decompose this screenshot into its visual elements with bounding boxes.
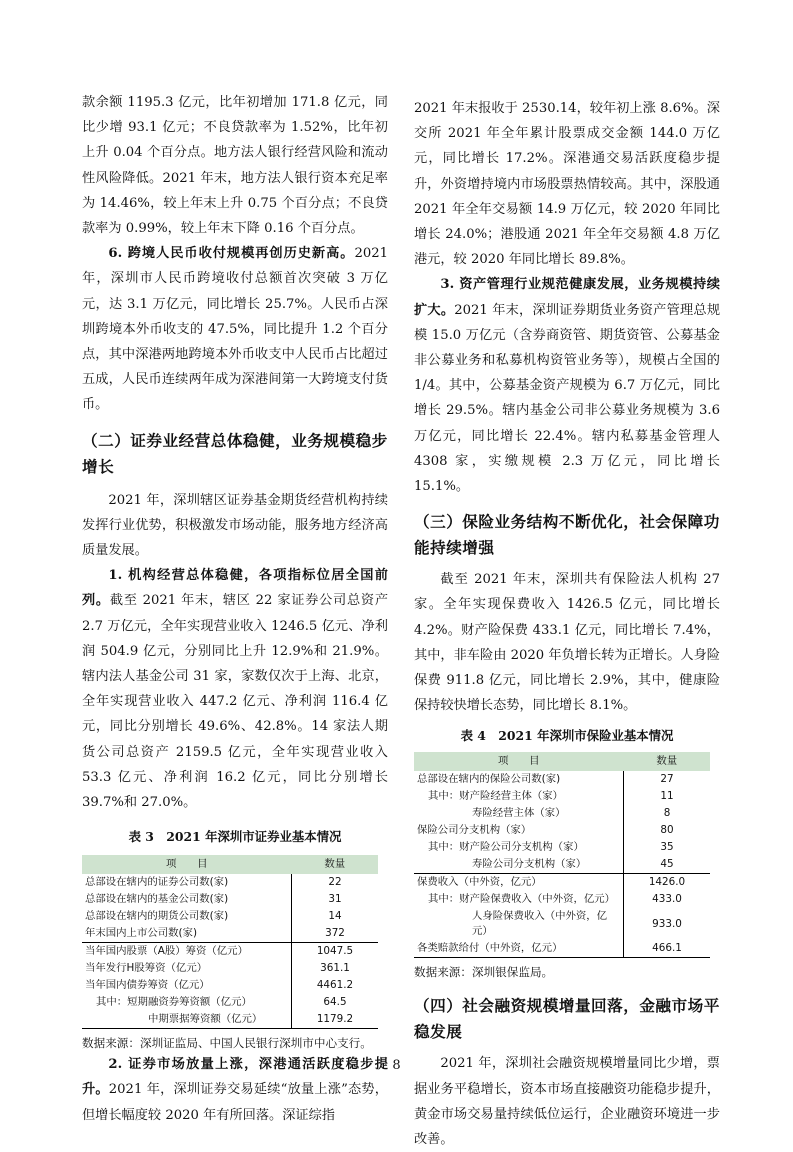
paragraph-financing: 2021 年，深圳社会融资规模增量同比少增，票据业务平稳增长，资本市场直接融资功能稳步提升，黄金市场交易量持续低位运行，企业融资环境进一步改善。	[414, 1056, 720, 1148]
row-label: 年末国内上市公司数(家)	[85, 927, 198, 940]
row-value: 8	[624, 805, 711, 822]
row-label: 其中：财产险经营主体（家）	[428, 790, 564, 803]
table-row	[82, 908, 378, 925]
row-label: 总部设在辖内的证券公司数(家)	[85, 876, 229, 889]
paragraph-lead: 2. 证券市场放量上涨，深港通活跃度稳步提升。	[82, 1057, 388, 1098]
paragraph-body: 截至 2021 年末，辖区 22 家证券公司总资产 2.7 万亿元，全年实现营业收入 1246.5 亿元、净利润 504.9 亿元，分别同比上升 12.9%和 21.9%。辖内法人基金公司 31 家，家数仅次于上海、北京，全年实现营业收入 447.2 亿元、净利润 116.4 亿元，同比分别增长 49.6%、42.8%。14 家法人期货公司总资产 2159.5 亿元，全年实现营业收入 53.3 亿元、净利润 16.2 亿元，同比分别增长 39.7%和 27.0%。	[82, 593, 389, 811]
right-column	[414, 96, 720, 1152]
paragraph-body: 2021 年，深圳证券交易延续“放量上涨”态势，但增长幅度较 2020 年有所回落。深证综指	[82, 1082, 388, 1123]
row-value: 433.0	[624, 891, 711, 908]
paragraph-lead: 3. 资产管理行业规范健康发展，业务规模持续扩大。	[414, 277, 720, 318]
table-row	[82, 943, 378, 961]
table-row	[82, 1011, 378, 1029]
section-heading-insurance: （三）保险业务结构不断优化，社会保障功能持续增强	[414, 512, 720, 558]
row-label: 当年国内债券筹资（亿元）	[85, 979, 210, 992]
table-row	[82, 994, 378, 1011]
row-label: 寿险经营主体（家）	[472, 807, 566, 820]
table3-header-value: 数量	[292, 855, 379, 874]
left-column	[82, 90, 388, 1128]
table4-header-value: 数量	[624, 752, 711, 771]
table-row	[414, 839, 710, 856]
row-value: 4461.2	[292, 977, 379, 994]
securities-table	[82, 855, 378, 1029]
row-label: 总部设在辖内的基金公司数(家)	[85, 893, 229, 906]
row-value: 45	[624, 856, 711, 874]
row-value: 1426.0	[624, 874, 711, 892]
insurance-table	[414, 752, 710, 958]
paragraph-body: 2021 年，深圳市人民币跨境收付总额首次突破 3 万亿元，达 3.1 万亿元，同比增长 25.7%。人民币占深圳跨境本外币收支的 47.5%，同比提升 1.2 个百分点，其中深港两地跨境本外币收支中人民币占比超过五成，人民币连续两年成为深港间第一大跨境支付货币。	[82, 246, 388, 413]
row-value: 466.1	[624, 940, 711, 958]
paragraph-cross-border-rmb	[82, 241, 388, 417]
table4-caption: 表 4 2021 年深圳市保险业基本情况	[460, 728, 674, 744]
table-row	[414, 908, 710, 940]
paragraph-body: 2021 年末，深圳证券期货业务资产管理总规模 15.0 万亿元（含券商资管、期货资管、公募基金非公募业务和私募机构资管业务等），规模占全国的 1/4。其中，公募基金资产规模为 6.7 万亿元，同比增长 29.5%。辖内基金公司非公募业务规模为 3.6 万亿元，同比增长 22.4%。辖内私募基金管理人 4308 家，实缴规模 2.3 万亿元，同比增长 15.1%。	[414, 302, 721, 495]
row-value: 11	[624, 788, 711, 805]
section-heading-securities: （二）证券业经营总体稳健，业务规模稳步增长	[82, 430, 388, 476]
row-label: 当年国内股票（A股）筹资（亿元）	[82, 943, 292, 961]
row-value: 933.0	[624, 908, 711, 940]
row-label: 寿险公司分支机构（家）	[472, 858, 587, 871]
row-label: 保费收入（中外资，亿元）	[414, 874, 624, 892]
table-row	[414, 856, 710, 874]
row-value: 14	[292, 908, 379, 925]
table-row	[414, 805, 710, 822]
row-label: 总部设在辖内的保险公司数(家)	[417, 773, 561, 786]
table4-header-item: 项 目	[414, 752, 624, 771]
table-row	[414, 891, 710, 908]
paragraph-insurance: 截至 2021 年末，深圳共有保险法人机构 27 家。全年实现保费收入 1426.5 亿元，同比增长 4.2%。财产险保费 433.1 亿元，同比增长 7.4%，其中，非车险由 2020 年负增长转为正增长。人身险保费 911.8 亿元，同比增长 2.9%，其中，健康险保持较快增长态势，同比增长 8.1%。	[414, 572, 720, 714]
row-value: 1179.2	[292, 1011, 379, 1029]
section-heading-financing: （四）社会融资规模增量回落，金融市场平稳发展	[414, 996, 720, 1042]
paragraph-lead: 1. 机构经营总体稳健，各项指标位居全国前列。	[82, 568, 388, 609]
row-label: 当年发行H股筹资（亿元）	[85, 962, 208, 975]
paragraph-shenzhen-index: 2021 年末报收于 2530.14，较年初上涨 8.6%。深交所 2021 年全年累计股票成交金额 144.0 万亿元，同比增长 17.2%。深港通交易活跃度稳步提升，外资增持境内市场股票热情较高。其中，深股通 2021 年全年交易额 14.9 万亿元，较 2020 年同比增长 24.0%；港股通 2021 年全年交易额 4.8 万亿港元，较 2020 年同比增长 89.8%。	[414, 101, 720, 268]
table-row	[82, 925, 378, 943]
row-value: 64.5	[292, 994, 379, 1011]
row-value: 361.1	[292, 960, 379, 977]
paragraph-lead: 6. 跨境人民币收付规模再创历史新高。	[108, 246, 355, 262]
row-value: 35	[624, 839, 711, 856]
table-row	[82, 891, 378, 908]
row-value: 22	[292, 874, 379, 891]
row-label: 各类赔款给付（中外资，亿元）	[414, 940, 624, 958]
row-value: 31	[292, 891, 379, 908]
table-row	[414, 940, 710, 958]
row-label: 保险公司分支机构（家）	[417, 824, 532, 837]
table-row	[414, 788, 710, 805]
paragraph-institutions	[82, 563, 388, 815]
row-value: 1047.5	[292, 943, 379, 961]
table3-header-item: 项 目	[82, 855, 292, 874]
row-value: 27	[624, 771, 711, 788]
row-label: 中期票据筹资额（亿元）	[82, 1011, 292, 1029]
table4-source: 数据来源：深圳银保监局。	[414, 965, 554, 980]
row-label: 人身险保费收入（中外资，亿元）	[472, 910, 608, 938]
table-row	[82, 977, 378, 994]
table-row	[414, 822, 710, 839]
row-label: 其中：财产险公司分支机构（家）	[428, 841, 584, 854]
table-row	[82, 960, 378, 977]
row-value: 80	[624, 822, 711, 839]
row-label: 其中：财产险保费收入（中外资，亿元）	[428, 893, 616, 906]
page-number: 8	[392, 1058, 401, 1073]
table-row	[82, 874, 378, 891]
paragraph-bank-loans: 款余额 1195.3 亿元，比年初增加 171.8 亿元，同比少增 93.1 亿元；不良贷款率为 1.52%，比年初上升 0.04 个百分点。地方法人银行经营风险和流动性风险降低。2021 年末，地方法人银行资本充足率为 14.46%，较上年末上升 0.75 个百分点；不良贷款率为 0.99%，较上年末下降 0.16 个百分点。	[82, 95, 388, 237]
table-row	[414, 771, 710, 788]
table3-source: 数据来源：深圳证监局、中国人民银行深圳市中心支行。	[82, 1036, 372, 1051]
row-value: 372	[292, 925, 379, 943]
row-label: 总部设在辖内的期货公司数(家)	[85, 910, 229, 923]
paragraph-securities-intro: 2021 年，深圳辖区证券基金期货经营机构持续发挥行业优势，积极激发市场动能，服务地方经济高质量发展。	[82, 492, 388, 559]
row-label: 其中：短期融资券筹资额（亿元）	[96, 996, 252, 1009]
paragraph-asset-management	[414, 272, 720, 499]
table3-caption: 表 3 2021 年深圳市证券业基本情况	[128, 829, 342, 845]
table-row	[414, 874, 710, 892]
